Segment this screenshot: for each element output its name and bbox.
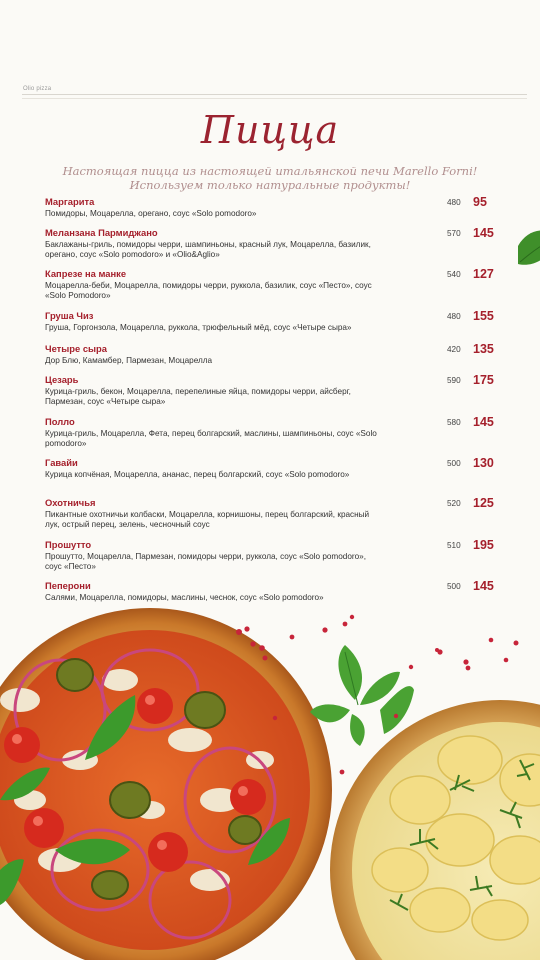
menu-item: [45, 227, 500, 261]
menu-item: [45, 343, 500, 366]
menu-item-price: 195: [473, 538, 494, 552]
menu-item-weight: 580: [447, 418, 461, 427]
menu-item: [45, 416, 500, 450]
menu-item-description: Салями, Моцарелла, помидоры, маслины, чеснок, соус «Solo pomodoro»: [45, 593, 324, 602]
menu-item-price: 155: [473, 309, 494, 323]
menu-item: [45, 497, 500, 531]
menu-item-name: Полло: [45, 416, 75, 427]
menu-item-weight: 520: [447, 499, 461, 508]
menu-item-price: 145: [473, 579, 494, 593]
menu-item-price: 125: [473, 496, 494, 510]
subtitle-line: Настоящая пицца из настоящей итальянской печи Marello Forni!: [62, 164, 478, 178]
menu-item-name: Маргарита: [45, 196, 95, 207]
menu-item-description: Прошутто, Моцарелла, Пармезан, помидоры черри, руккола, соус «Solo pomodoro», соус «Песто»: [45, 552, 367, 572]
menu-item-name: Цезарь: [45, 374, 79, 385]
header-divider: [22, 94, 527, 95]
menu-item-weight: 420: [447, 345, 461, 354]
menu-item-description: Помидоры, Моцарелла, орегано, соус «Solo pomodoro»: [45, 209, 257, 218]
menu-item: [45, 196, 500, 219]
menu-item-price: 130: [473, 456, 494, 470]
menu-item-description: Дор Блю, Камамбер, Пармезан, Моцарелла: [45, 356, 213, 365]
page-subtitle: [40, 164, 500, 192]
menu-item: [45, 374, 500, 408]
menu-item-description: Курица копчёная, Моцарелла, ананас, перец болгарский, соус «Solo pomodoro»: [45, 470, 350, 479]
menu-item-weight: 500: [447, 582, 461, 591]
menu-item: [45, 457, 500, 480]
menu-item-name: Меланзана Пармиджано: [45, 227, 158, 238]
menu-item-name: Четыре сыра: [45, 343, 107, 354]
subtitle-line: Используем только натуральные продукты!: [129, 178, 411, 192]
basil-leaf: [310, 645, 414, 746]
menu-item-name: Груша Чиз: [45, 310, 94, 321]
menu-item-price: 145: [473, 415, 494, 429]
menu-item-name: Гавайи: [45, 457, 78, 468]
menu-item-weight: 540: [447, 270, 461, 279]
menu-item-description: Курица-гриль, Моцарелла, Фета, перец болгарский, маслины, шампиньоны, соус «Solo pomodoro»: [45, 429, 377, 449]
menu-item-description: Курица-гриль, бекон, Моцарелла, перепелиные яйца, помидоры черри, айсберг, Пармезан, соус «Четыре сыра»: [45, 387, 351, 407]
menu-item-description: Пикантные охотничьи колбаски, Моцарелла, корнишоны, перец болгарский, красный лук, острый перец, зелень, чесночный соус: [45, 510, 370, 530]
menu-item-price: 135: [473, 342, 494, 356]
menu-item-price: 127: [473, 267, 494, 281]
menu-item-weight: 570: [447, 229, 461, 238]
header-divider-secondary: [22, 98, 527, 99]
menu-item-weight: 510: [447, 541, 461, 550]
menu-item-name: Капрезе на манке: [45, 268, 127, 279]
menu-item: [45, 580, 500, 603]
menu-item: [45, 268, 500, 302]
menu-item-name: Охотничья: [45, 497, 96, 508]
menu-item-description: Баклажаны-гриль, помидоры черри, шампиньоны, красный лук, Моцарелла, базилик, орегано, соус «Solo pomodoro» и «Olio&Aglio»: [45, 240, 371, 260]
menu-item-weight: 590: [447, 376, 461, 385]
menu-item: [45, 539, 500, 573]
menu-item-price: 145: [473, 226, 494, 240]
menu-item-price: 95: [473, 195, 487, 209]
menu-item-description: Груша, Горгонзола, Моцарелла, руккола, трюфельный мёд, соус «Четыре сыра»: [45, 323, 352, 332]
menu-item-name: Пеперони: [45, 580, 91, 591]
menu-item-weight: 480: [447, 312, 461, 321]
page-title: Пицца: [200, 108, 340, 152]
menu-item-description: Моцарелла-беби, Моцарелла, помидоры черри, руккола, базилик, соус «Песто», соус «Solo Pomodoro»: [45, 281, 372, 301]
menu-item: [45, 310, 500, 333]
menu-item-weight: 480: [447, 198, 461, 207]
menu-item-price: 175: [473, 373, 494, 387]
brand-label: Olio pizza: [23, 86, 52, 92]
menu-item-weight: 500: [447, 459, 461, 468]
pizza-photo-left: [0, 608, 332, 960]
leaf-icon: [518, 230, 540, 264]
menu-item-name: Прошутто: [45, 539, 92, 550]
